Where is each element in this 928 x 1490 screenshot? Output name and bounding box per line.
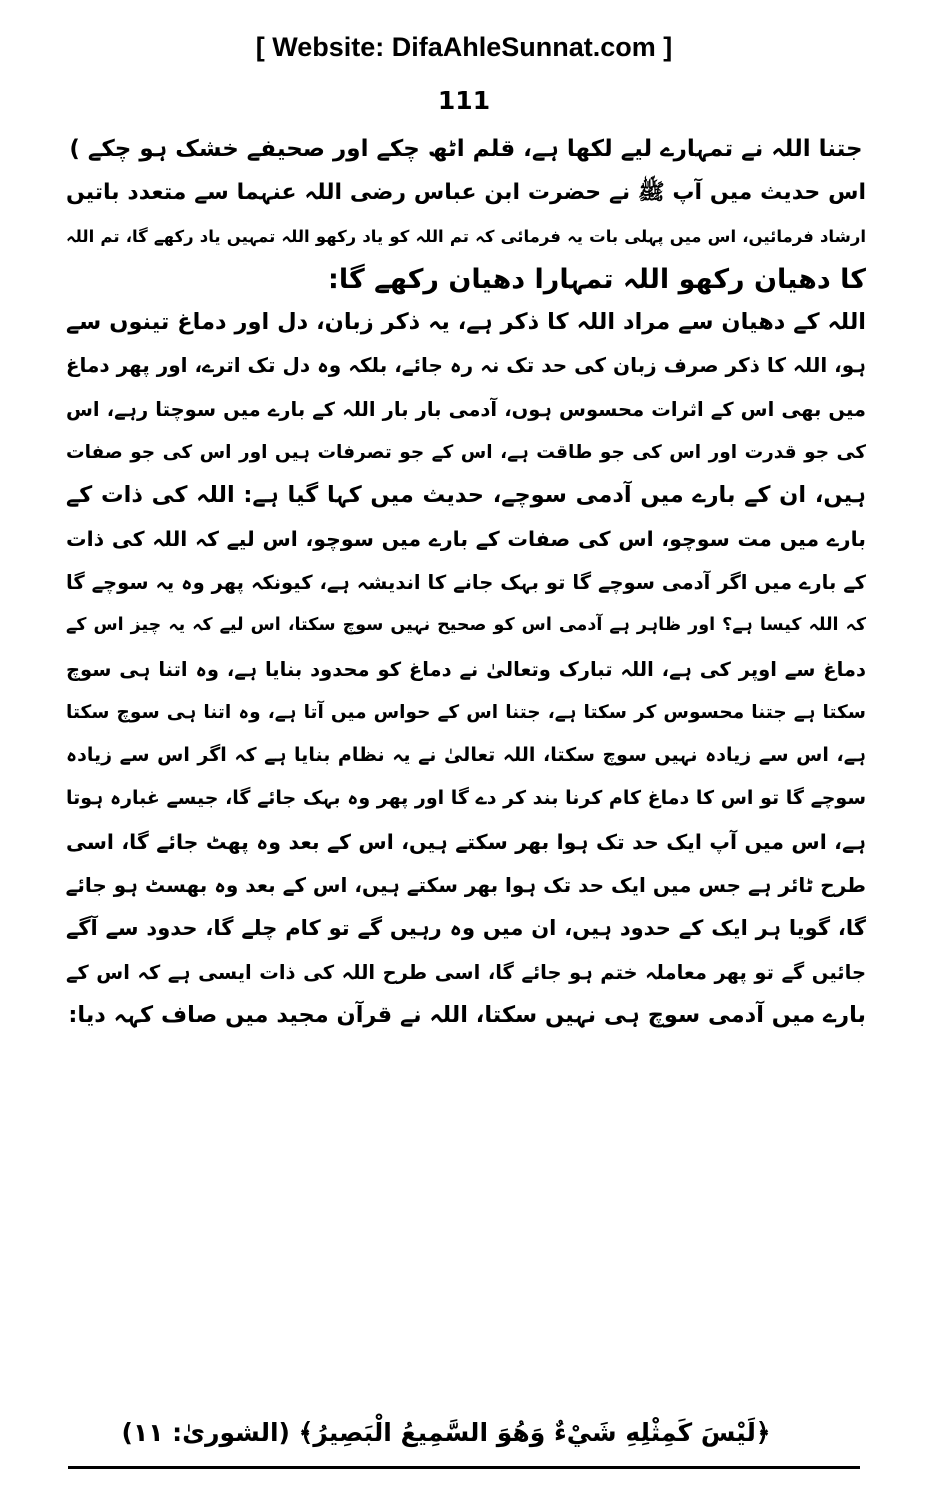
text-line: کی جو قدرت اور اس کی جو طاقت ہے، اس کے جو تصرفات ہیں اور اس کی جو صفات <box>66 442 866 464</box>
text-line: اس حدیث میں آپ ﷺ نے حضرت ابن عباس رضی اللہ عنہما سے متعدد باتیں <box>66 180 866 206</box>
text-line: ہیں، ان کے بارے میں آدمی سوچے، حدیث میں کہا گیا ہے: اللہ کی ذات کے <box>66 482 866 509</box>
text-line: سوچے گا تو اس کا دماغ کام کرنا بند کر دے گا اور پھر وہ بہک جائے گا، جیسے غبارہ ہوتا <box>66 787 866 810</box>
text-line: گا، گویا ہر ایک کے حدود ہیں، ان میں وہ رہیں گے تو کام چلے گا، حدود سے آگے <box>66 916 866 941</box>
text-line: ہے، اس میں آپ ایک حد تک ہوا بھر سکتے ہیں، اس کے بعد وہ پھٹ جائے گا، اسی <box>66 829 866 854</box>
text-line: سکتا ہے جتنا محسوس کر سکتا ہے، جتنا اس کے حواس میں آتا ہے، وہ اتنا ہی سوچ سکتا <box>66 701 866 723</box>
text-line: اللہ کے دھیان سے مراد اللہ کا ذکر ہے، یہ ذکر زبان، دل اور دماغ تینوں سے <box>66 309 866 336</box>
text-line: جائیں گے تو پھر معاملہ ختم ہو جائے گا، اسی طرح اللہ کی ذات ایسی ہے کہ اس کے <box>66 960 866 984</box>
text-line: ہو، اللہ کا ذکر صرف زبان کی حد تک نہ رہ جائے، بلکہ وہ دل تک اترے، اور پھر دماغ <box>66 353 866 378</box>
text-line: کا دھیان رکھو اللہ تمہارا دھیان رکھے گا: <box>328 263 866 295</box>
text-line: ہے، اس سے زیادہ نہیں سوچ سکتا، اللہ تعالیٰ نے یہ نظام بنایا ہے کہ اگر اس سے زیادہ <box>66 744 866 767</box>
text-body <box>66 128 866 1037</box>
footer-rule <box>68 1466 860 1469</box>
quran-verse: ﴿لَيْسَ كَمِثْلِهِ شَيْءٌ وَهُوَ السَّمِيعُ الْبَصِيرُ﴾ (الشوریٰ: ۱۱) <box>121 1418 771 1447</box>
text-line: کہ اللہ کیسا ہے؟ اور ظاہر ہے آدمی اس کو صحیح نہیں سوچ سکتا، اس لیے کہ یہ چیز اس کے <box>66 615 866 636</box>
text-line: میں بھی اس کے اثرات محسوس ہوں، آدمی بار بار اللہ کے بارے میں سوچتا رہے، اس <box>66 397 866 421</box>
website-header: [ Website: DifaAhleSunnat.com ] <box>255 32 673 62</box>
text-line: دماغ سے اوپر کی ہے، اللہ تبارک وتعالیٰ نے دماغ کو محدود بنایا ہے، وہ اتنا ہی سوچ <box>66 657 866 681</box>
text-line: ارشاد فرمائیں، اس میں پہلی بات یہ فرمائی کہ تم اللہ کو یاد رکھو اللہ تمہیں یاد رکھے گا، تم اللہ <box>66 226 866 246</box>
text-line: بارے میں مت سوچو، اس کی صفات کے بارے میں سوچو، اس لیے کہ اللہ کی ذات <box>66 526 866 551</box>
text-line: طرح ٹائر ہے جس میں ایک حد تک ہوا بھر سکتے ہیں، اس کے بعد وہ بھسٹ ہو جائے <box>66 873 866 898</box>
text-line: بارے میں آدمی سوچ ہی نہیں سکتا، اللہ نے قرآن مجید میں صاف کہہ دیا: <box>68 1001 866 1028</box>
text-line: جتنا اللہ نے تمہارے لیے لکھا ہے، قلم اٹھ چکے اور صحیفے خشک ہو چکے ) <box>69 136 863 162</box>
page-number: 111 <box>437 86 491 115</box>
text-line: کے بارے میں اگر آدمی سوچے گا تو بہک جانے کا اندیشہ ہے، کیونکہ پھر وہ یہ سوچے گا <box>66 570 866 594</box>
